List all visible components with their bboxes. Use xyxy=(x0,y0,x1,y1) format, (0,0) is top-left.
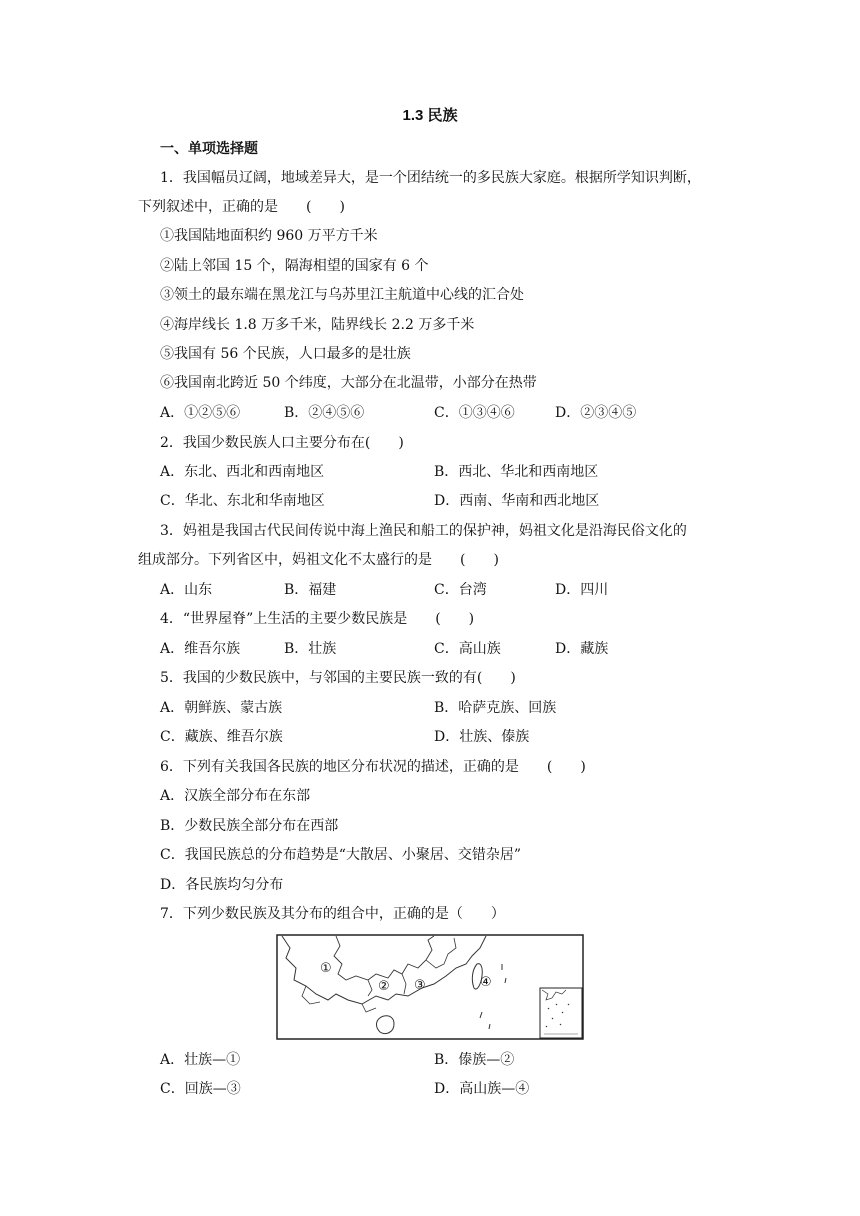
q7-option-a[interactable]: A．壮族—① xyxy=(160,1052,241,1068)
q3-stem-line1: 3．妈祖是我国古代民间传说中海上渔民和船工的保护神，妈祖文化是沿海民俗文化的 xyxy=(160,523,687,539)
q5-option-b[interactable]: B．哈萨克族、回族 xyxy=(434,700,557,716)
q4-option-c[interactable]: C．高山族 xyxy=(434,641,501,657)
q6-stem: 6．下列有关我国各民族的地区分布状况的描述，正确的是 ( ) xyxy=(160,759,586,775)
q2-stem: 2．我国少数民族人口主要分布在( ) xyxy=(160,435,404,451)
q3-option-b[interactable]: B．福建 xyxy=(284,582,337,598)
q7-option-d[interactable]: D．高山族—④ xyxy=(434,1081,530,1097)
q6-option-b[interactable]: B．少数民族全部分布在西部 xyxy=(160,818,339,834)
q4-stem: 4．“世界屋脊”上生活的主要少数民族是 ( ) xyxy=(160,611,475,627)
q2-option-d[interactable]: D．西南、华南和西北地区 xyxy=(434,493,600,509)
q2-option-b[interactable]: B．西北、华北和西南地区 xyxy=(434,464,599,480)
q1-option-d[interactable]: D．②③④⑤ xyxy=(555,405,637,421)
q1-option-b[interactable]: B．②④⑤⑥ xyxy=(284,405,365,421)
q1-item-1: ①我国陆地面积约 960 万平方千米 xyxy=(160,228,378,244)
q3-stem-line2: 组成部分。下列省区中，妈祖文化不太盛行的是 ( ) xyxy=(138,552,499,568)
q3-option-d[interactable]: D．四川 xyxy=(555,582,609,598)
map-label-1: ① xyxy=(320,961,332,976)
q3-option-c[interactable]: C．台湾 xyxy=(434,582,487,598)
q3-option-a[interactable]: A．山东 xyxy=(160,582,213,598)
q6-option-c[interactable]: C．我国民族总的分布趋势是“大散居、小聚居、交错杂居” xyxy=(160,847,522,863)
q5-option-a[interactable]: A．朝鲜族、蒙古族 xyxy=(160,700,283,716)
q1-item-2: ②陆上邻国 15 个，隔海相望的国家有 6 个 xyxy=(160,258,429,274)
map-label-3: ③ xyxy=(414,978,426,993)
q4-option-a[interactable]: A．维吾尔族 xyxy=(160,641,241,657)
q6-option-a[interactable]: A．汉族全部分布在东部 xyxy=(160,788,311,804)
south-china-map xyxy=(276,934,584,1040)
page-title: 1.3 民族 xyxy=(402,107,458,124)
q1-item-6: ⑥我国南北跨近 50 个纬度，大部分在北温带，小部分在热带 xyxy=(160,375,537,391)
q7-option-c[interactable]: C．回族—③ xyxy=(160,1081,241,1097)
q1-item-3: ③领土的最东端在黑龙江与乌苏里江主航道中心线的汇合处 xyxy=(160,287,524,303)
q1-option-c[interactable]: C．①③④⑥ xyxy=(434,405,515,421)
q5-option-d[interactable]: D．壮族、傣族 xyxy=(434,729,530,745)
q1-option-a[interactable]: A．①②⑤⑥ xyxy=(160,405,241,421)
q7-option-b[interactable]: B．傣族—② xyxy=(434,1052,515,1068)
q4-option-b[interactable]: B．壮族 xyxy=(284,641,337,657)
q7-stem: 7．下列少数民族及其分布的组合中，正确的是（ ） xyxy=(160,906,505,922)
q2-option-c[interactable]: C．华北、东北和华南地区 xyxy=(160,493,325,509)
q4-option-d[interactable]: D．藏族 xyxy=(555,641,609,657)
map-label-4: ④ xyxy=(480,975,492,990)
q1-item-5: ⑤我国有 56 个民族，人口最多的是壮族 xyxy=(160,346,411,362)
q2-option-a[interactable]: A．东北、西北和西南地区 xyxy=(160,464,325,480)
q1-stem-line2: 下列叙述中，正确的是 ( ) xyxy=(138,199,345,215)
q5-stem: 5．我国的少数民族中，与邻国的主要民族一致的有( ) xyxy=(160,670,516,686)
map-label-2: ② xyxy=(378,979,390,994)
section-heading: 一、单项选择题 xyxy=(160,140,258,156)
q6-option-d[interactable]: D．各民族均匀分布 xyxy=(160,877,284,893)
q5-option-c[interactable]: C．藏族、维吾尔族 xyxy=(160,729,283,745)
q1-stem-line1: 1．我国幅员辽阔，地域差异大，是一个团结统一的多民族大家庭。根据所学知识判断， xyxy=(160,170,701,186)
q1-item-4: ④海岸线长 1.8 万多千米，陆界线长 2.2 万多千米 xyxy=(160,317,475,333)
